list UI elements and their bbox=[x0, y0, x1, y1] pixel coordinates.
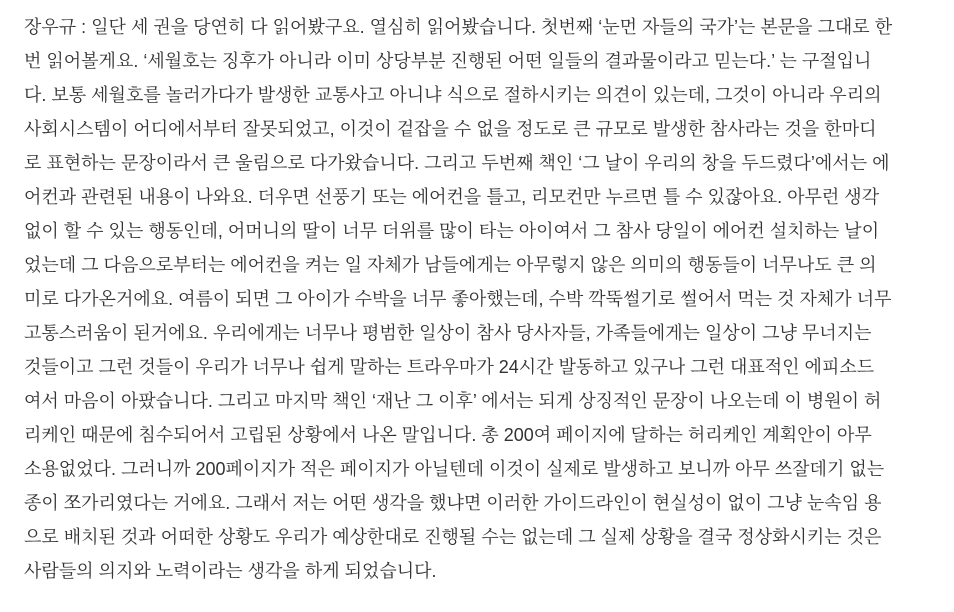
transcript-line: 사람들의 의지와 노력이라는 생각을 하게 되었습니다. bbox=[24, 561, 437, 581]
transcript-line: 으로 배치된 것과 어떠한 상황도 우리가 예상한대로 진행될 수는 없는데 그 실제 상황을 결국 정상화시키는 것은 bbox=[24, 527, 882, 547]
transcript-line: 종이 쪼가리였다는 거에요. 그래서 저는 어떤 생각을 했냐면 이러한 가이드라인이 현실성이 없이 그냥 눈속임 용 bbox=[24, 493, 882, 513]
transcript-line: 다. 보통 세월호를 놀러가다가 발생한 교통사고 아니냐 식으로 절하시키는 의견이 있는데, 그것이 아니라 우리의 bbox=[24, 85, 882, 105]
transcript-line: 없이 할 수 있는 행동인데, 어머니의 딸이 너무 더위를 많이 타는 아이여서 그 참사 당일이 에어컨 설치하는 날이 bbox=[24, 221, 880, 241]
transcript-line: 것들이고 그런 것들이 우리가 너무나 쉽게 말하는 트라우마가 24시간 발동하고 있구나 그런 대표적인 에피소드 bbox=[24, 357, 875, 377]
transcript-line: 소용없었다. 그러니까 200페이지가 적은 페이지가 아닐텐데 이것이 실제로 발생하고 보니까 아무 쓰잘데기 없는 bbox=[24, 459, 885, 479]
transcript-paragraph bbox=[24, 10, 946, 588]
transcript-line: 미로 다가온거에요. 여름이 되면 그 아이가 수박을 너무 좋아했는데, 수박 깍뚝썰기로 썰어서 먹는 것 자체가 너무 bbox=[24, 289, 892, 309]
transcript-line: 사회시스템이 어디에서부터 잘못되었고, 이것이 겉잡을 수 없을 정도로 큰 규모로 발생한 참사라는 것을 한마디 bbox=[24, 119, 877, 139]
transcript-line: 리케인 때문에 침수되어서 고립된 상황에서 나온 말입니다. 총 200여 페이지에 달하는 허리케인 계획안이 아무 bbox=[24, 425, 872, 445]
transcript-line: 로 표현하는 문장이라서 큰 울림으로 다가왔습니다. 그리고 두번째 책인 ‘그 날이 우리의 창을 두드렸다’에서는 에 bbox=[24, 153, 890, 173]
transcript-line: 여서 마음이 아팠습니다. 그리고 마지막 책인 ‘재난 그 이후’ 에서는 되게 상징적인 문장이 나오는데 이 병원이 허 bbox=[24, 391, 882, 411]
transcript-line: 번 읽어볼게요. ‘세월호는 징후가 아니라 이미 상당부분 진행된 어떤 일들의 결과물이라고 믿는다.’ 는 구절입니 bbox=[24, 51, 872, 71]
transcript-line: 었는데 그 다음으로부터는 에어컨을 켜는 일 자체가 남들에게는 아무렇지 않은 의미의 행동들이 너무나도 큰 의 bbox=[24, 255, 877, 275]
transcript-line: 고통스러움이 된거에요. 우리에게는 너무나 평범한 일상이 참사 당사자들, 가족들에게는 일상이 그냥 무너지는 bbox=[24, 323, 872, 343]
transcript-line: 장우규 : 일단 세 권을 당연히 다 읽어봤구요. 열심히 읽어봤습니다. 첫번째 ‘눈먼 자들의 국가’는 본문을 그대로 한 bbox=[24, 17, 893, 37]
transcript-line: 어컨과 관련된 내용이 나와요. 더우면 선풍기 또는 에어컨을 틀고, 리모컨만 누르면 틀 수 있잖아요. 아무런 생각 bbox=[24, 187, 880, 207]
